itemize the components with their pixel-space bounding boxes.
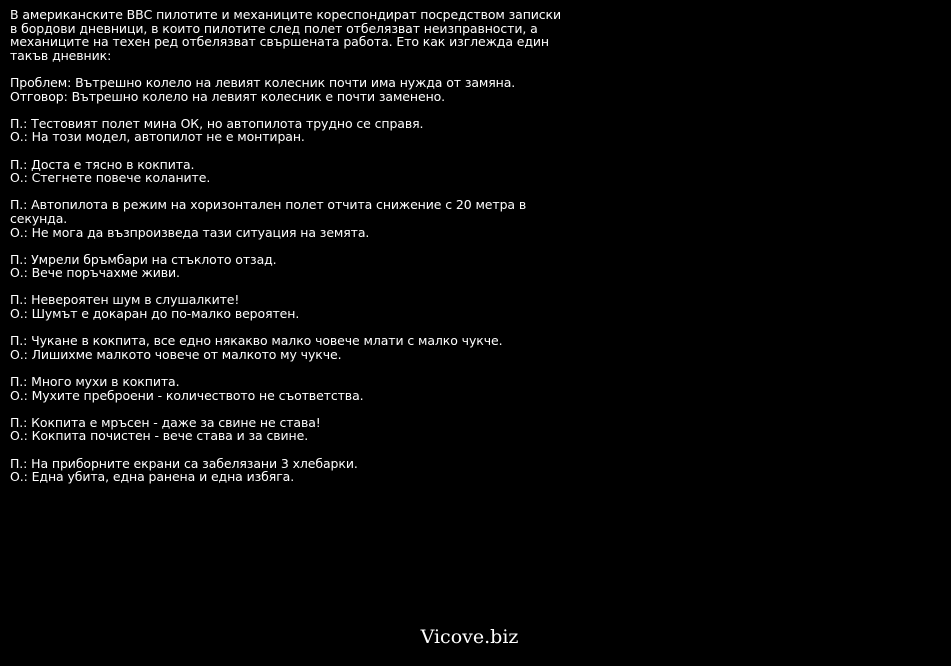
logbook-entry	[10, 293, 570, 320]
entry-question: П.: На приборните екрани са забелязани 3 хлебарки.	[10, 455, 358, 471]
logbook-entry	[10, 76, 570, 103]
logbook-entry	[10, 416, 570, 443]
entry-question: П.: Чукане в кокпита, все едно някакво малко човече млати с малко чукче.	[10, 333, 503, 349]
site-watermark: Vicove.biz	[420, 626, 519, 648]
entry-question: П.: Доста е тясно в кокпита.	[10, 156, 195, 172]
entry-answer: О.: Вече поръчахме живи.	[10, 265, 180, 281]
logbook-entry	[10, 117, 570, 144]
logbook-entry	[10, 375, 570, 402]
entry-answer: О.: Не мога да възпроизведа тази ситуация на земята.	[10, 224, 370, 240]
entry-question: П.: Кокпита е мръсен - даже за свине не става!	[10, 414, 321, 430]
intro-paragraph: В американските ВВС пилотите и механиците кореспондират посредством записки в бордови дневници, в които пилотите след полет отбелязват неизправности, а механиците на техен ред отбелязват свършената работа. Ето как изглежда един такъв дневник:	[10, 7, 562, 63]
entry-answer: О.: Стегнете повече коланите.	[10, 170, 211, 186]
entry-answer: О.: Мухите преброени - количеството не съответства.	[10, 387, 364, 403]
entry-question: П.: Тестовият полет мина ОК, но автопилота трудно се справя.	[10, 115, 424, 131]
logbook-entry	[10, 158, 570, 185]
entry-answer: О.: Една убита, една ранена и една избяга.	[10, 469, 295, 485]
entry-answer: О.: Шумът е докаран до по-малко вероятен.	[10, 306, 300, 322]
entry-answer: О.: На този модел, автопилот не е монтиран.	[10, 129, 305, 145]
logbook-text	[10, 8, 570, 497]
logbook-entry	[10, 198, 570, 239]
entry-question: П.: Умрели бръмбари на стъклото отзад.	[10, 251, 277, 267]
entry-question: П.: Много мухи в кокпита.	[10, 374, 180, 390]
entry-answer: Отговор: Вътрешно колело на левият колесник е почти заменено.	[10, 88, 446, 104]
logbook-entry	[10, 253, 570, 280]
entry-answer: О.: Лишихме малкото човече от малкото му чукче.	[10, 346, 342, 362]
entry-question: Проблем: Вътрешно колело на левият колесник почти има нужда от замяна.	[10, 74, 516, 90]
entry-question: П.: Автопилота в режим на хоризонтален полет отчита снижение с 20 метра в секунда.	[10, 197, 527, 226]
logbook-entry	[10, 334, 570, 361]
logbook-entry	[10, 457, 570, 484]
entry-answer: О.: Кокпита почистен - вече става и за свине.	[10, 428, 309, 444]
entry-question: П.: Невероятен шум в слушалките!	[10, 292, 240, 308]
